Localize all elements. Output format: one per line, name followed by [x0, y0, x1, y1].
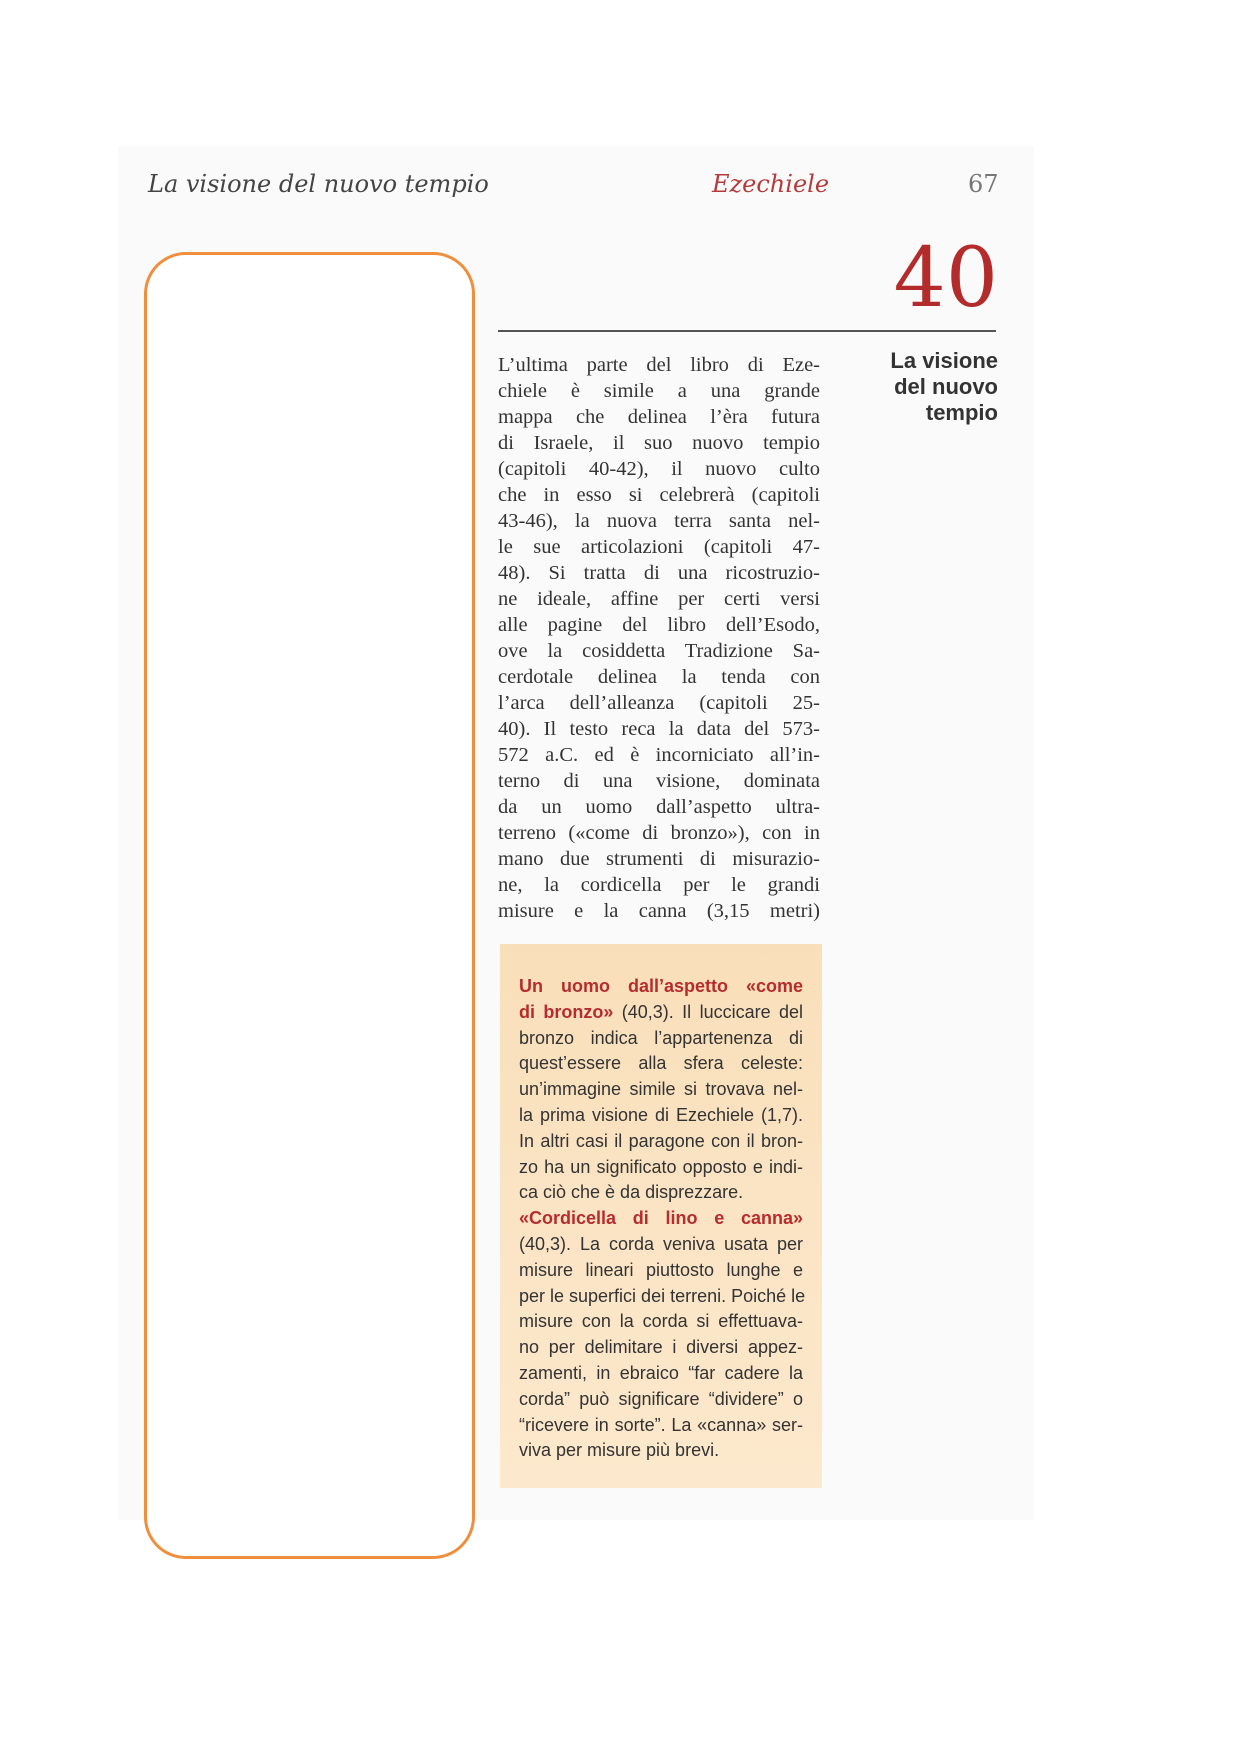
note-term: «Cordicella di lino e canna»	[519, 1208, 803, 1229]
body-line: chiele è simile a una grande	[498, 380, 820, 402]
chapter-title-line: tempio	[925, 400, 998, 425]
note-line: “ricevere in sorte”. La «canna» ser-	[519, 1414, 803, 1435]
body-line: misure e la canna (3,15 metri)	[498, 900, 820, 922]
empty-annotation-frame	[144, 252, 475, 1559]
body-line: terno di una visione, dominata	[498, 770, 820, 792]
body-line: di Israele, il suo nuovo tempio	[498, 432, 820, 454]
body-line: mano due strumenti di misurazio-	[498, 848, 820, 870]
body-line: ove la cosiddetta Tradizione Sa-	[498, 640, 820, 662]
body-line: cerdotale delinea la tenda con	[498, 666, 820, 688]
note-line	[519, 974, 803, 1000]
body-line: l’arca dell’alleanza (capitoli 25-	[498, 692, 820, 714]
running-header-book: Ezechiele	[712, 170, 830, 198]
note-line: (40,3). La corda veniva usata per	[519, 1233, 803, 1254]
body-line: L’ultima parte del libro di Eze-	[498, 354, 820, 376]
chapter-rule	[498, 330, 996, 332]
note-line: corda” può significare “dividere” o	[519, 1388, 803, 1409]
body-line: ne, la cordicella per le grandi	[498, 874, 820, 896]
page-number: 67	[968, 170, 999, 198]
body-line: 43-46), la nuova terra santa nel-	[498, 510, 820, 532]
chapter-number: 40	[893, 231, 998, 326]
body-line: terreno («come di bronzo»), con in	[498, 822, 820, 844]
note-line: zamenti, in ebraico “far cadere la	[519, 1362, 803, 1383]
note-line: la prima visione di Ezechiele (1,7).	[519, 1104, 803, 1125]
body-line: che in esso si celebrerà (capitoli	[498, 484, 820, 506]
chapter-title-line: del nuovo	[894, 374, 998, 399]
note-text: (40,3). Il luccicare del	[613, 1001, 803, 1022]
body-line: mappa che delinea l’èra futura	[498, 406, 820, 428]
note-line: In altri casi il paragone con il bron-	[519, 1130, 803, 1151]
note-line: zo ha un significato opposto e indi-	[519, 1156, 803, 1177]
body-line: (capitoli 40-42), il nuovo culto	[498, 458, 820, 480]
body-line: 48). Si tratta di una ricostruzio-	[498, 562, 820, 584]
note-line: per le superfici dei terreni. Poiché le	[519, 1285, 806, 1306]
note-line: bronzo indica l’appartenenza di	[519, 1027, 803, 1048]
note-term: di bronzo»	[519, 1001, 614, 1022]
running-header-title: La visione del nuovo tempio	[148, 170, 489, 198]
note-line: no per delimitare i diversi appez-	[519, 1337, 803, 1358]
body-paragraph	[498, 352, 820, 924]
note-line	[519, 1206, 803, 1232]
body-line: 572 a.C. ed è incorniciato all’in-	[498, 744, 820, 766]
body-line: alle pagine del libro dell’Esodo,	[498, 614, 820, 636]
body-line: le sue articolazioni (capitoli 47-	[498, 536, 820, 558]
note-term: Un uomo dall’aspetto «come	[519, 976, 803, 996]
note-line: quest’essere alla sfera celeste:	[519, 1053, 803, 1074]
glossary-notes	[519, 974, 806, 1464]
note-line: ca ciò che è da disprezzare.	[519, 1182, 744, 1203]
body-line: ne ideale, affine per certi versi	[498, 588, 820, 610]
note-line	[519, 1000, 803, 1026]
note-line: viva per misure più brevi.	[519, 1440, 720, 1461]
chapter-title	[860, 348, 998, 426]
note-line: un’immagine simile si trovava nel-	[519, 1079, 803, 1100]
chapter-title-line: La visione	[890, 348, 998, 373]
body-line: da un uomo dall’aspetto ultra-	[498, 796, 820, 818]
body-line: 40). Il testo reca la data del 573-	[498, 718, 820, 740]
note-line: misure lineari piuttosto lunghe e	[519, 1259, 803, 1280]
note-line: misure con la corda si effettuava-	[519, 1311, 803, 1332]
